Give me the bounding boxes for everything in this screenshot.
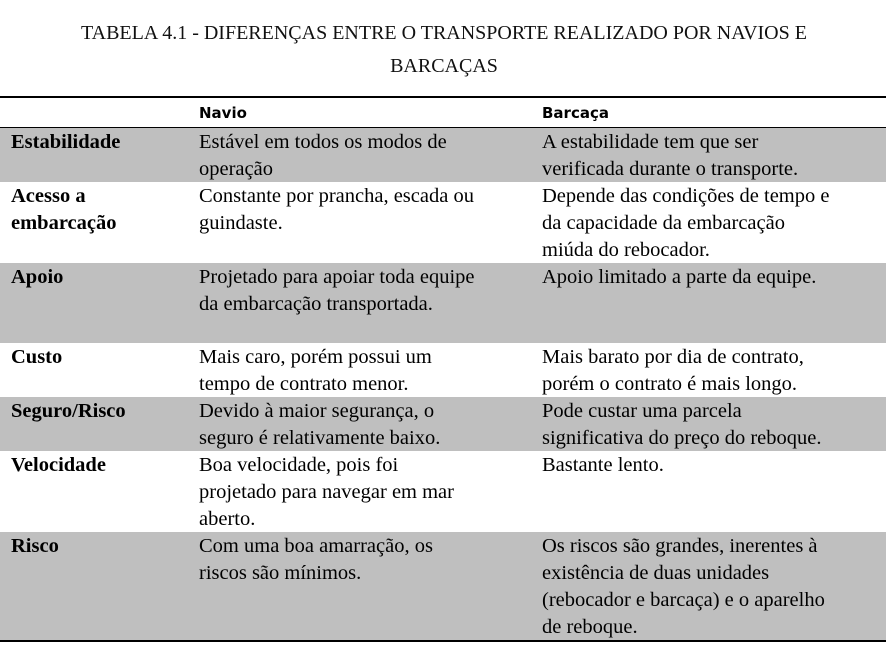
cell-text-line: Apoio limitado a parte da equipe.	[542, 266, 817, 288]
caption-line-1: TABELA 4.1 - DIFERENÇAS ENTRE O TRANSPORTE REALIZADO POR NAVIOS E	[81, 22, 807, 44]
header-cell-barcaca: Barcaça	[542, 104, 609, 122]
table-row	[0, 451, 886, 532]
navio-cell	[199, 451, 542, 532]
cell-text-line: Os riscos são grandes, inerentes à	[542, 535, 818, 557]
cell-text-line: A estabilidade tem que ser	[542, 131, 759, 153]
cell-text-line: existência de duas unidades	[542, 562, 770, 584]
row-label	[0, 182, 199, 263]
cell-text-line: Custo	[11, 346, 63, 368]
table-row	[0, 128, 886, 182]
navio-cell	[199, 397, 542, 451]
barcaca-cell	[542, 128, 886, 182]
cell-text-line: Constante por prancha, escada ou	[199, 185, 474, 207]
barcaca-cell	[542, 532, 886, 640]
table-row	[0, 263, 886, 343]
cell-text-line: Depende das condições de tempo e	[542, 185, 830, 207]
cell-text-line: Mais caro, porém possui um	[199, 346, 432, 368]
navio-cell	[199, 128, 542, 182]
navio-cell	[199, 263, 542, 343]
cell-text-line: Com uma boa amarração, os	[199, 535, 433, 557]
header-cell-navio: Navio	[199, 104, 247, 122]
cell-text-line: Seguro/Risco	[11, 400, 126, 422]
table-row	[0, 182, 886, 263]
barcaca-cell	[542, 343, 886, 397]
navio-cell	[199, 343, 542, 397]
cell-text-line: Acesso a	[11, 185, 86, 207]
table-caption	[0, 17, 888, 83]
cell-text-line: Bastante lento.	[542, 454, 664, 476]
cell-text-line: operação	[199, 158, 273, 180]
cell-text-line: tempo de contrato menor.	[199, 373, 409, 395]
caption-line-2: BARCAÇAS	[390, 55, 498, 77]
cell-text-line: aberto.	[199, 508, 256, 530]
cell-text-line: verificada durante o transporte.	[542, 158, 799, 180]
cell-text-line: miúda do rebocador.	[542, 239, 710, 261]
cell-text-line: Risco	[11, 535, 59, 557]
cell-text-line: Estável em todos os modos de	[199, 131, 447, 153]
cell-text-line: guindaste.	[199, 212, 283, 234]
cell-text-line: Mais barato por dia de contrato,	[542, 346, 804, 368]
table-header-row	[0, 98, 886, 128]
cell-text-line: porém o contrato é mais longo.	[542, 373, 798, 395]
barcaca-cell	[542, 397, 886, 451]
table-row	[0, 532, 886, 642]
cell-text-line: significativa do preço do reboque.	[542, 427, 822, 449]
row-label	[0, 128, 199, 182]
row-label	[0, 451, 199, 532]
cell-text-line: Projetado para apoiar toda equipe	[199, 266, 475, 288]
cell-text-line: projetado para navegar em mar	[199, 481, 454, 503]
navio-cell	[199, 182, 542, 263]
row-label	[0, 532, 199, 640]
cell-text-line: Velocidade	[11, 454, 106, 476]
row-label	[0, 397, 199, 451]
cell-text-line: seguro é relativamente baixo.	[199, 427, 441, 449]
cell-text-line: embarcação	[11, 212, 117, 234]
cell-text-line: Pode custar uma parcela	[542, 400, 742, 422]
table-row	[0, 397, 886, 451]
barcaca-cell	[542, 451, 886, 532]
row-label	[0, 343, 199, 397]
barcaca-cell	[542, 182, 886, 263]
comparison-table	[0, 96, 886, 642]
cell-text-line: Apoio	[11, 266, 64, 288]
cell-text-line: da capacidade da embarcação	[542, 212, 785, 234]
cell-text-line: de reboque.	[542, 616, 638, 638]
cell-text-line: da embarcação transportada.	[199, 293, 433, 315]
table-row	[0, 343, 886, 397]
cell-text-line: Estabilidade	[11, 131, 121, 153]
navio-cell	[199, 532, 542, 640]
row-label	[0, 263, 199, 343]
cell-text-line: Devido à maior segurança, o	[199, 400, 435, 422]
cell-text-line: riscos são mínimos.	[199, 562, 362, 584]
cell-text-line: Boa velocidade, pois foi	[199, 454, 399, 476]
cell-text-line: (rebocador e barcaça) e o aparelho	[542, 589, 825, 611]
header-cell-empty	[0, 98, 199, 127]
barcaca-cell	[542, 263, 886, 343]
